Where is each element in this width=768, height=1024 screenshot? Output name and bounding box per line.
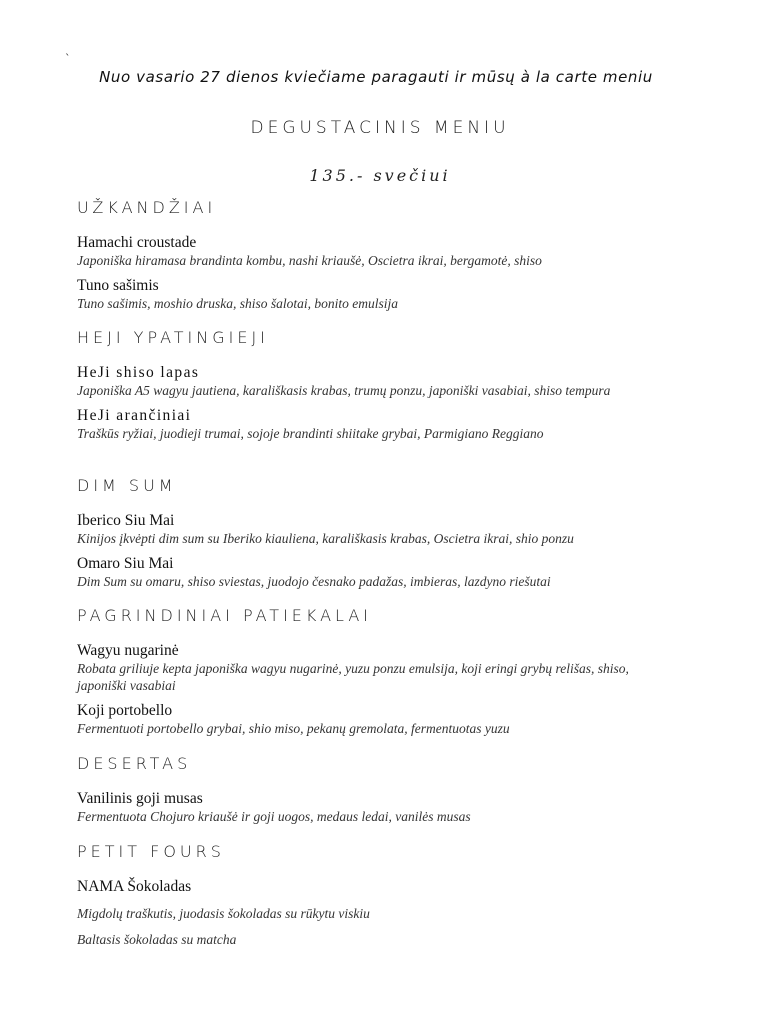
dish-name: Vanilinis goji musas	[77, 790, 203, 807]
dish-name: Omaro Siu Mai	[77, 555, 174, 572]
section-desertas	[77, 754, 637, 833]
dish-item	[77, 702, 637, 737]
dish-description: Japoniška hiramasa brandinta kombu, nashi kriaušė, Oscietra ikrai, bergamotė, shiso	[77, 253, 542, 268]
dish-item	[77, 407, 637, 442]
dish-item	[77, 277, 637, 312]
section-title: PAGRINDINIAI PATIEKALAI	[77, 606, 372, 625]
dish-name: Koji portobello	[77, 702, 173, 719]
dish-description: Traškūs ryžiai, juodieji trumai, sojoje brandinti shiitake grybai, Parmigiano Reggiano	[77, 426, 544, 441]
menu-price: 135.- svečiui	[309, 166, 451, 185]
section-title: DIM SUM	[77, 476, 177, 495]
dish-item	[77, 555, 637, 590]
section-title: DESERTAS	[77, 754, 192, 773]
dish-description: Robata griliuje kepta japoniška wagyu nugarinė, yuzu ponzu emulsija, koji eringi grybų relišas, shiso, japoniški vasabiai	[77, 661, 629, 693]
dish-name: NAMA Šokoladas	[77, 878, 192, 895]
intro-text: Nuo vasario 27 dienos kviečiame paragauti ir mūsų à la carte meniu	[99, 68, 653, 86]
section-title: PETIT FOURS	[77, 842, 225, 861]
dish-item	[77, 364, 637, 399]
petit-four-item: Baltasis šokoladas su matcha	[77, 932, 237, 947]
dish-description: Tuno sašimis, moshio druska, shiso šalotai, bonito emulsija	[77, 296, 399, 311]
petit-four-item: Migdolų traškutis, juodasis šokoladas su rūkytu viskiu	[77, 906, 370, 921]
menu-title: DEGUSTACINIS MENIU	[250, 118, 510, 138]
stray-mark: `	[65, 52, 71, 65]
dish-description: Kinijos įkvėpti dim sum su Iberiko kiauliena, karališkasis krabas, Oscietra ikrai, shio ponzu	[77, 531, 574, 546]
section-title: HEJI YPATINGIEJI	[77, 328, 269, 347]
dish-description: Dim Sum su omaru, shiso sviestas, juodojo česnako padažas, imbieras, lazdyno riešutai	[77, 574, 551, 589]
dish-description: Japoniška A5 wagyu jautiena, karališkasis krabas, trumų ponzu, japoniški vasabiai, shiso tempura	[77, 383, 611, 398]
section-pagrindiniai-patiekalai	[77, 606, 637, 745]
dish-item	[77, 512, 637, 547]
section-title: UŽKANDŽIAI	[77, 198, 217, 217]
dish-name: Wagyu nugarinė	[77, 642, 179, 659]
dish-name: HeJi shiso lapas	[77, 364, 200, 381]
dish-description: Fermentuota Chojuro kriaušė ir goji uogos, medaus ledai, vanilės musas	[77, 809, 471, 824]
dish-description: Fermentuoti portobello grybai, shio miso, pekanų gremolata, fermentuotas yuzu	[77, 721, 510, 736]
dish-item	[77, 790, 637, 825]
section-heji-ypatingieji	[77, 328, 637, 450]
dish-name: Tuno sašimis	[77, 277, 159, 294]
section-petit-fours	[77, 842, 637, 948]
dish-item	[77, 234, 637, 269]
dish-item	[77, 642, 637, 694]
section-dim-sum	[77, 476, 637, 598]
dish-name: Hamachi croustade	[77, 234, 197, 251]
dish-name: HeJi arančiniai	[77, 407, 192, 424]
section-uzkandziai	[77, 198, 637, 320]
dish-name: Iberico Siu Mai	[77, 512, 175, 529]
